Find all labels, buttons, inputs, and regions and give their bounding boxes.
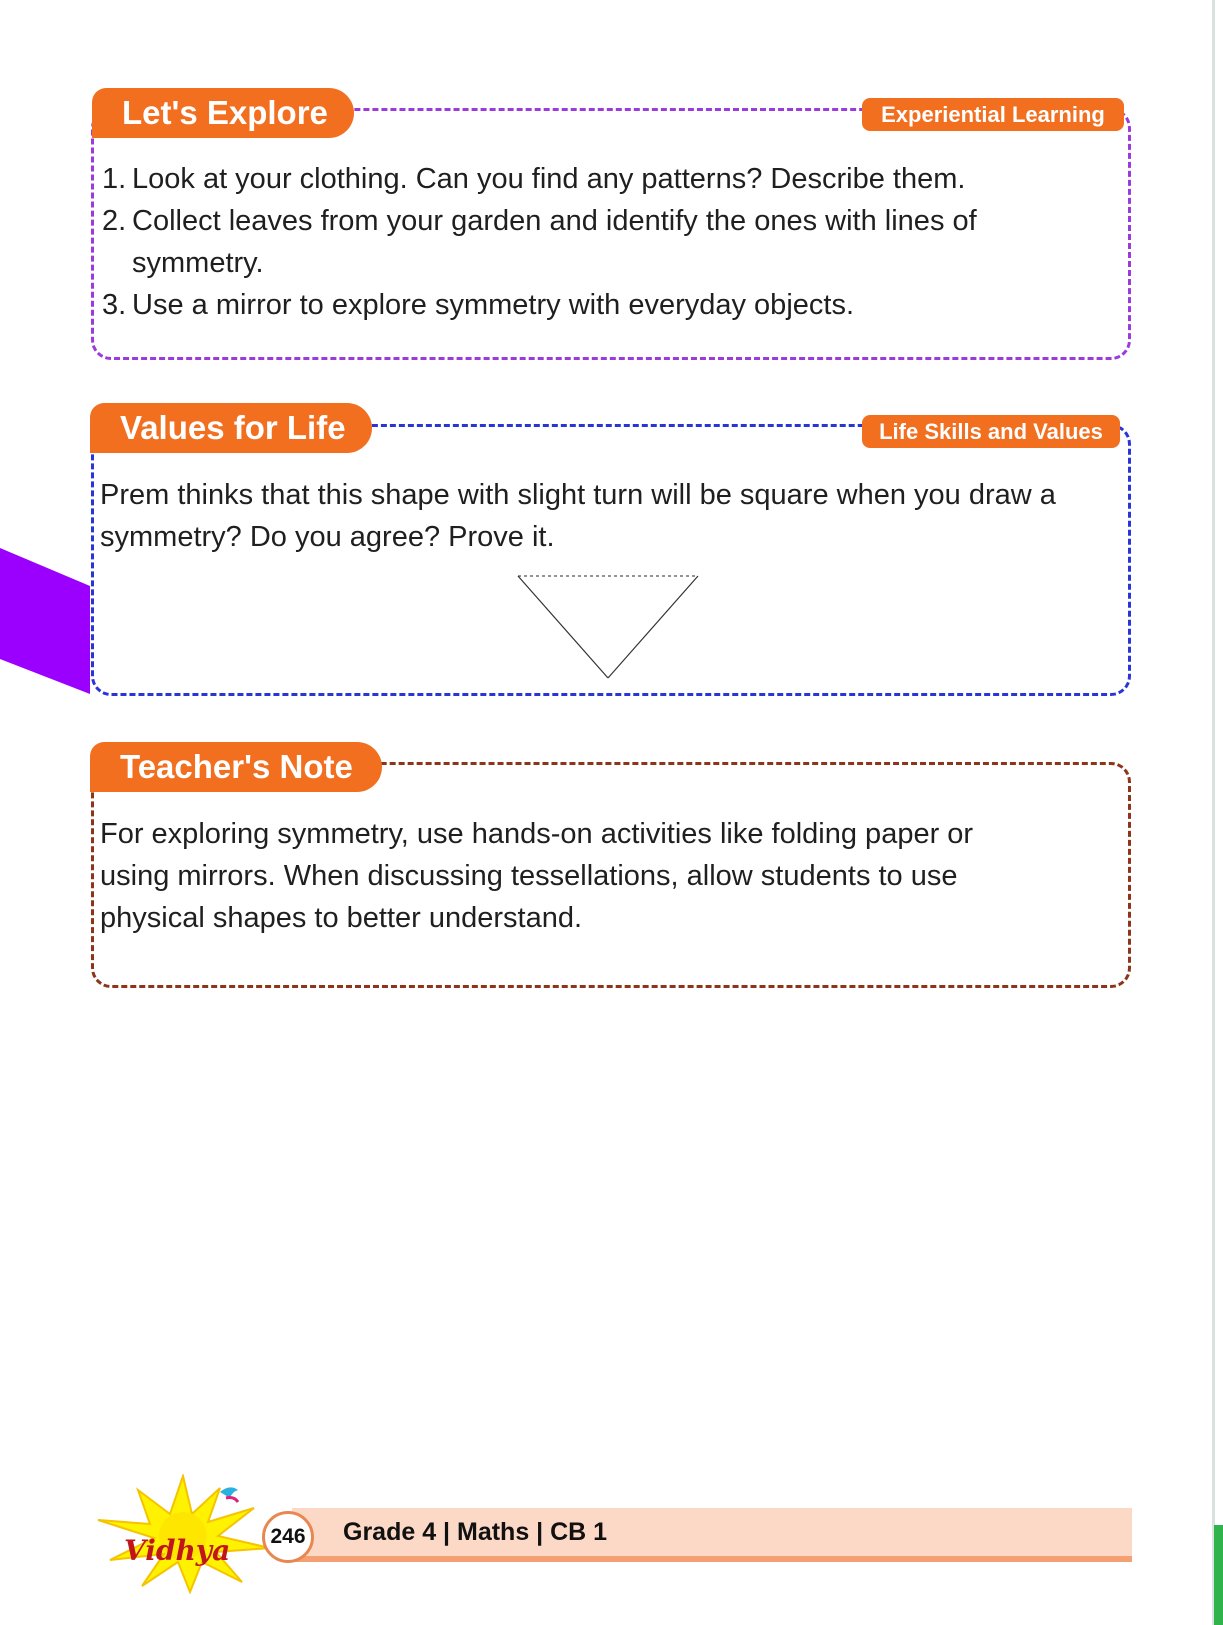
item-number: 2. (102, 205, 127, 237)
footer-label: Grade 4 | Maths | CB 1 (343, 1518, 608, 1546)
triangle-figure (516, 574, 700, 680)
item-number: 3. (102, 289, 127, 321)
note-heading: Teacher's Note (90, 742, 382, 792)
note-line: physical shapes to better understand. (100, 902, 583, 934)
values-line: Prem thinks that this shape with slight turn will be square when you draw a (100, 479, 1056, 511)
page-edge-accent (1214, 1525, 1223, 1625)
footer-bar-line (292, 1556, 1132, 1562)
list-item (102, 200, 1122, 242)
page-edge (1212, 0, 1215, 1625)
note-text (100, 813, 1100, 939)
triangle-side (608, 576, 698, 678)
list-item (102, 284, 1122, 326)
explore-list (102, 158, 1122, 326)
values-line: symmetry? Do you agree? Prove it. (100, 521, 555, 553)
triangle-side (518, 576, 608, 678)
note-line: For exploring symmetry, use hands-on activities like folding paper or (100, 818, 974, 850)
side-tab (0, 548, 90, 694)
explore-heading: Let's Explore (92, 88, 354, 138)
page-number: 246 (262, 1511, 314, 1563)
item-text: Use a mirror to explore symmetry with everyday objects. (132, 289, 854, 321)
item-text-continued: symmetry. (132, 247, 264, 279)
list-item (102, 158, 1122, 200)
item-text: Look at your clothing. Can you find any patterns? Describe them. (132, 163, 966, 195)
explore-badge: Experiential Learning (862, 98, 1124, 131)
item-number: 1. (102, 163, 127, 195)
values-badge: Life Skills and Values (862, 415, 1120, 448)
logo-text: Vidhya (124, 1534, 231, 1567)
item-text: Collect leaves from your garden and identify the ones with lines of (132, 205, 977, 237)
values-heading: Values for Life (90, 403, 372, 453)
note-line: using mirrors. When discussing tessellations, allow students to use (100, 860, 958, 892)
values-text (100, 474, 1122, 558)
